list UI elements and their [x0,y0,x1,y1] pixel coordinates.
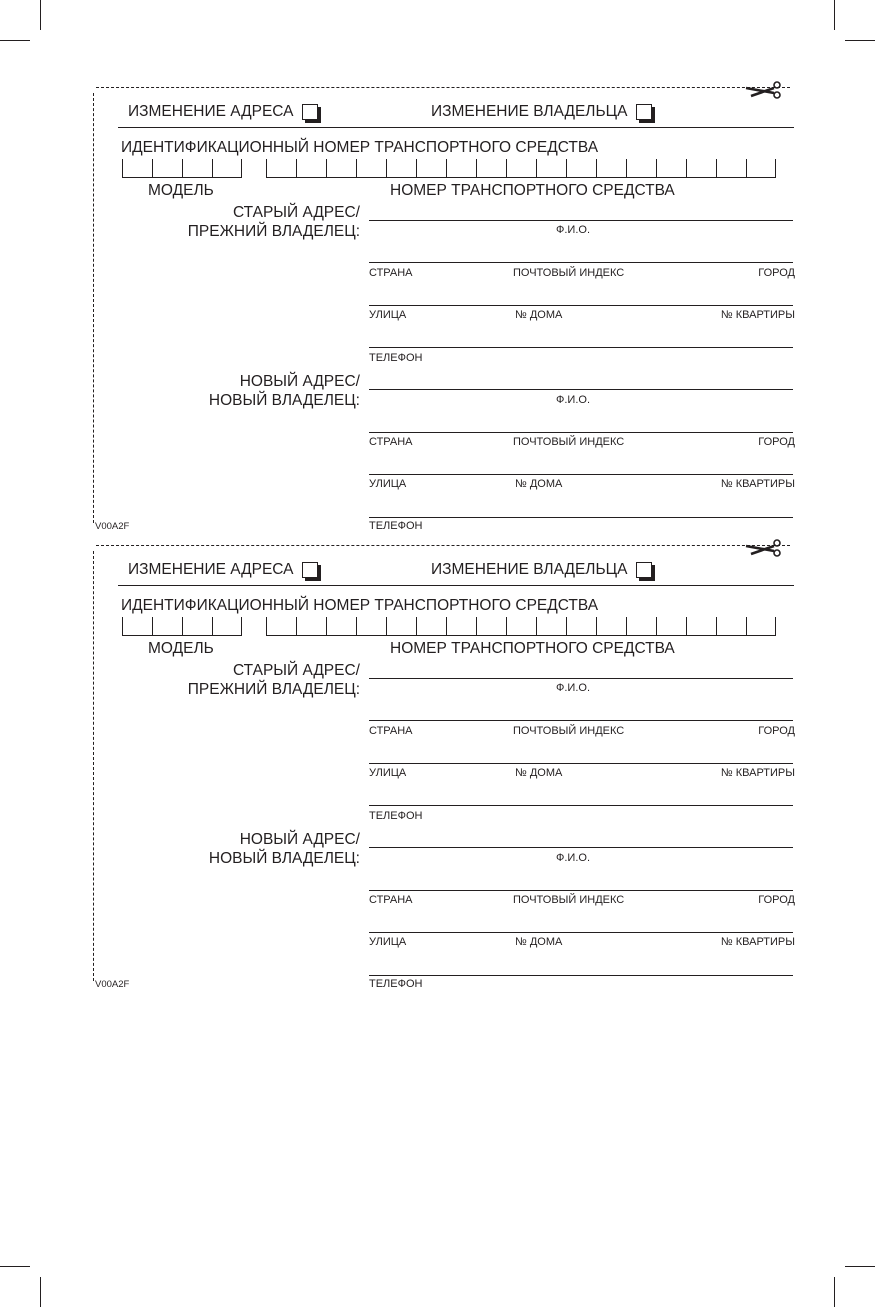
new-postcode-label: ПОЧТОВЫЙ ИНДЕКС [513,894,625,906]
new-owner-section-label: НОВЫЙ АДРЕС/ НОВЫЙ ВЛАДЕЛЕЦ: [208,831,360,867]
vin-model-boxes[interactable] [122,617,242,636]
cut-line-left [93,551,94,981]
vin-char-box[interactable] [152,159,182,177]
old-house-label: № ДОМА [515,309,563,321]
new-phone-label: ТЕЛЕФОН [369,978,423,990]
old-house-label: № ДОМА [515,767,563,779]
new-fio-label: Ф.И.О. [556,852,590,864]
vin-char-box[interactable] [386,617,416,635]
old-city-label: ГОРОД [758,725,795,737]
crop-mark [845,1266,875,1267]
old-phone-field[interactable] [369,805,793,806]
vin-char-box[interactable] [296,159,326,177]
cut-line [96,87,790,88]
vin-char-box[interactable] [536,617,566,635]
vin-char-box[interactable] [356,159,386,177]
change-owner-option[interactable] [431,103,652,121]
vin-char-box[interactable] [416,159,446,177]
new-phone-label: ТЕЛЕФОН [369,520,423,532]
new-phone-field[interactable] [369,975,793,976]
scissors-icon [744,539,784,565]
new-city-label: ГОРОД [758,894,795,906]
vin-char-box[interactable] [122,159,152,177]
old-postcode-label: ПОЧТОВЫЙ ИНДЕКС [513,725,625,737]
vin-char-box[interactable] [476,617,506,635]
vin-char-box[interactable] [746,617,776,635]
vin-char-box[interactable] [152,617,182,635]
new-street-house-apartment-field[interactable] [369,474,793,475]
vin-char-box[interactable] [446,159,476,177]
change-owner-label: ИЗМЕНЕНИЕ ВЛАДЕЛЬЦА [431,103,628,120]
new-street-house-apartment-field[interactable] [369,932,793,933]
new-country-postcode-city-field[interactable] [369,432,793,433]
new-house-label: № ДОМА [515,936,563,948]
new-house-label: № ДОМА [515,478,563,490]
form-code: V00A2F [95,979,130,990]
old-apartment-label: № КВАРТИРЫ [720,767,795,779]
vin-char-box[interactable] [506,617,536,635]
old-street-house-apartment-field[interactable] [369,305,793,306]
change-form [0,545,875,1005]
vin-char-box[interactable] [536,159,566,177]
vehicle-number-label: НОМЕР ТРАНСПОРТНОГО СРЕДСТВА [390,182,675,199]
change-owner-checkbox[interactable] [636,104,652,120]
crop-mark [834,1277,835,1307]
change-owner-checkbox[interactable] [636,562,652,578]
old-country-label: СТРАНА [369,725,413,737]
vin-char-box[interactable] [656,617,686,635]
old-owner-section-label: СТАРЫЙ АДРЕС/ ПРЕЖНИЙ ВЛАДЕЛЕЦ: [187,204,360,240]
vin-title: ИДЕНТИФИКАЦИОННЫЙ НОМЕР ТРАНСПОРТНОГО СРЕДСТВА [121,139,599,156]
crop-mark [40,1277,41,1307]
old-fio-label: Ф.И.О. [556,224,590,236]
old-phone-label: ТЕЛЕФОН [369,810,423,822]
new-owner-section-label: НОВЫЙ АДРЕС/ НОВЫЙ ВЛАДЕЛЕЦ: [208,373,360,409]
old-fio-field[interactable] [369,678,793,679]
vin-char-box[interactable] [566,617,596,635]
vin-char-box[interactable] [266,617,296,635]
new-city-label: ГОРОД [758,436,795,448]
old-country-postcode-city-field[interactable] [369,720,793,721]
change-address-label: ИЗМЕНЕНИЕ АДРЕСА [128,561,294,578]
vin-char-box[interactable] [626,617,656,635]
new-apartment-label: № КВАРТИРЫ [720,936,795,948]
vin-model-boxes[interactable] [122,159,242,178]
vin-char-box[interactable] [596,617,626,635]
vin-char-box[interactable] [596,159,626,177]
vin-char-box[interactable] [326,159,356,177]
old-city-label: ГОРОД [758,267,795,279]
vin-char-box[interactable] [212,617,242,635]
change-address-checkbox[interactable] [302,562,318,578]
vin-char-box[interactable] [212,159,242,177]
scissors-icon [744,81,784,107]
old-postcode-label: ПОЧТОВЫЙ ИНДЕКС [513,267,625,279]
form-code: V00A2F [95,521,130,532]
old-street-label: УЛИЦА [369,309,407,321]
vin-char-box[interactable] [686,617,716,635]
change-owner-option[interactable] [431,561,652,579]
old-phone-label: ТЕЛЕФОН [369,352,423,364]
new-country-label: СТРАНА [369,436,413,448]
crop-mark [845,40,875,41]
new-country-postcode-city-field[interactable] [369,890,793,891]
vin-char-box[interactable] [122,617,152,635]
vin-char-box[interactable] [416,617,446,635]
cut-line [96,545,790,546]
vin-char-box[interactable] [182,617,212,635]
old-fio-field[interactable] [369,220,793,221]
old-apartment-label: № КВАРТИРЫ [720,309,795,321]
separator-line [118,127,794,128]
new-street-label: УЛИЦА [369,936,407,948]
change-address-label: ИЗМЕНЕНИЕ АДРЕСА [128,103,294,120]
change-form [0,87,875,547]
old-street-house-apartment-field[interactable] [369,763,793,764]
vin-number-boxes[interactable] [266,617,776,636]
new-apartment-label: № КВАРТИРЫ [720,478,795,490]
vin-char-box[interactable] [182,159,212,177]
new-phone-field[interactable] [369,517,793,518]
vin-char-box[interactable] [326,617,356,635]
old-phone-field[interactable] [369,347,793,348]
new-street-label: УЛИЦА [369,478,407,490]
old-country-label: СТРАНА [369,267,413,279]
vin-char-box[interactable] [656,159,686,177]
new-fio-field[interactable] [369,847,793,848]
change-address-checkbox[interactable] [302,104,318,120]
crop-mark [0,1266,30,1267]
vin-char-box[interactable] [266,159,296,177]
old-street-label: УЛИЦА [369,767,407,779]
model-label: МОДЕЛЬ [148,182,214,199]
vin-number-boxes[interactable] [266,159,776,178]
crop-mark [0,40,30,41]
change-address-option[interactable] [128,103,318,121]
new-country-label: СТРАНА [369,894,413,906]
vehicle-number-label: НОМЕР ТРАНСПОРТНОГО СРЕДСТВА [390,640,675,657]
vin-char-box[interactable] [296,617,326,635]
change-owner-label: ИЗМЕНЕНИЕ ВЛАДЕЛЬЦА [431,561,628,578]
separator-line [118,585,794,586]
old-country-postcode-city-field[interactable] [369,262,793,263]
vin-char-box[interactable] [716,617,746,635]
vin-char-box[interactable] [356,617,386,635]
vin-char-box[interactable] [686,159,716,177]
new-postcode-label: ПОЧТОВЫЙ ИНДЕКС [513,436,625,448]
vin-char-box[interactable] [446,617,476,635]
old-fio-label: Ф.И.О. [556,682,590,694]
vin-char-box[interactable] [386,159,416,177]
old-owner-section-label: СТАРЫЙ АДРЕС/ ПРЕЖНИЙ ВЛАДЕЛЕЦ: [187,662,360,698]
vin-char-box[interactable] [566,159,596,177]
change-address-option[interactable] [128,561,318,579]
vin-char-box[interactable] [476,159,506,177]
vin-char-box[interactable] [506,159,536,177]
vin-title: ИДЕНТИФИКАЦИОННЫЙ НОМЕР ТРАНСПОРТНОГО СРЕДСТВА [121,597,599,614]
new-fio-label: Ф.И.О. [556,394,590,406]
vin-char-box[interactable] [626,159,656,177]
crop-mark [40,0,41,30]
crop-mark [834,0,835,30]
model-label: МОДЕЛЬ [148,640,214,657]
vin-char-box[interactable] [716,159,746,177]
cut-line-left [93,93,94,523]
new-fio-field[interactable] [369,389,793,390]
vin-char-box[interactable] [746,159,776,177]
